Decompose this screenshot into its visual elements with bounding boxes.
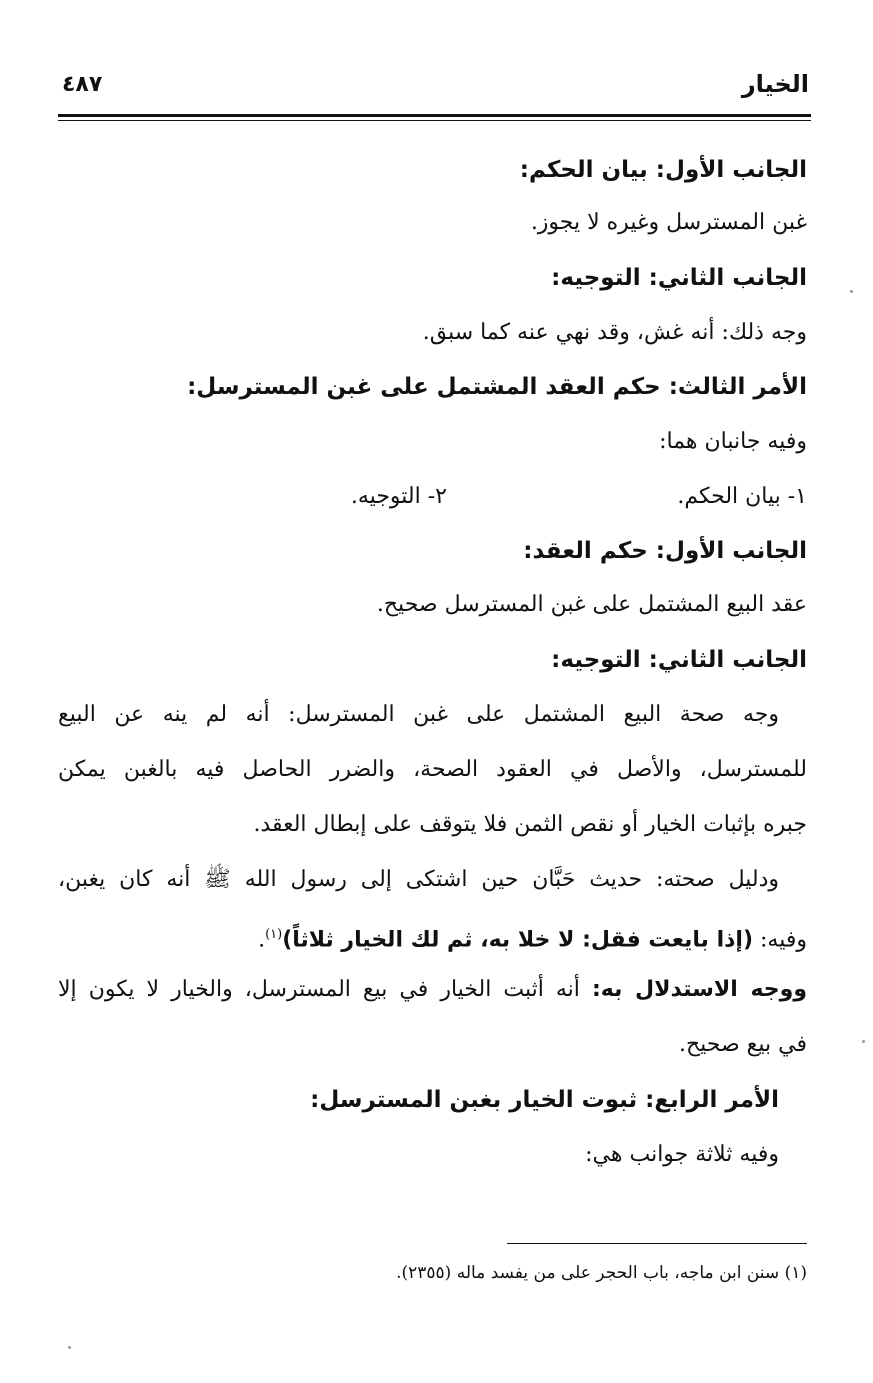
footnote: (١) سنن ابن ماجه، باب الحجر على من يفسد ماله (٢٣٥٥). — [396, 1263, 807, 1283]
inference-label: ووجه الاستدلال به: — [591, 977, 808, 1002]
section-heading: الجانب الثاني: التوجيه: — [551, 265, 807, 291]
scan-speck — [68, 1346, 71, 1349]
paragraph-line: وجه ذلك: أنه غش، وقد نهي عنه كما سبق. — [422, 320, 807, 345]
paragraph-line — [58, 915, 807, 960]
section-heading: الجانب الأول: حكم العقد: — [523, 538, 807, 564]
paragraph-line: عقد البيع المشتمل على غبن المسترسل صحيح. — [376, 592, 807, 617]
paragraph-line: غبن المسترسل وغيره لا يجوز. — [530, 210, 807, 235]
footnote-marker: (١) — [265, 927, 283, 942]
paragraph-line — [58, 970, 807, 1010]
paragraph-line: ودليل صحته: حديث حَبَّان حين اشتكى إلى رسول الله ﷺ أنه كان يغبن، — [58, 867, 779, 892]
paragraph-line: للمسترسل، والأصل في العقود الصحة، والضرر الحاصل فيه بالغبن يمكن — [58, 757, 807, 782]
scan-speck — [850, 290, 853, 293]
list-item: ١- بيان الحكم. — [677, 484, 807, 509]
hadith-quote: (إذا بايعت فقل: لا خلا به، ثم لك الخيار ثلاثاً) — [282, 927, 754, 953]
hadith-intro: وفيه: — [753, 927, 807, 953]
scan-speck — [862, 1040, 865, 1043]
footnote-rule — [507, 1243, 807, 1244]
page-number: ٤٨٧ — [62, 72, 103, 97]
paragraph-line: وفيه ثلاثة جوانب هي: — [585, 1142, 779, 1167]
list-item: ٢- التوجيه. — [350, 484, 447, 509]
header-rule-thin — [58, 120, 811, 121]
section-heading: الجانب الثاني: التوجيه: — [551, 647, 807, 673]
header-rule-thick — [58, 114, 811, 117]
inference-text: أنه أثبت الخيار في بيع المسترسل، والخيار لا يكون إلا — [58, 977, 592, 1002]
chapter-title: الخيار — [741, 70, 809, 98]
paragraph-line: وجه صحة البيع المشتمل على غبن المسترسل: أنه لم ينه عن البيع — [58, 702, 779, 727]
sentence-end: . — [258, 927, 266, 953]
running-header — [58, 70, 809, 110]
paragraph-line: في بيع صحيح. — [678, 1032, 807, 1057]
section-heading: الجانب الأول: بيان الحكم: — [519, 157, 807, 183]
section-heading: الأمر الثالث: حكم العقد المشتمل على غبن المسترسل: — [187, 374, 807, 400]
section-heading: الأمر الرابع: ثبوت الخيار بغبن المسترسل: — [310, 1087, 779, 1113]
paragraph-line: جبره بإثبات الخيار أو نقص الثمن فلا يتوقف على إبطال العقد. — [253, 812, 807, 837]
paragraph-line: وفيه جانبان هما: — [659, 429, 807, 454]
